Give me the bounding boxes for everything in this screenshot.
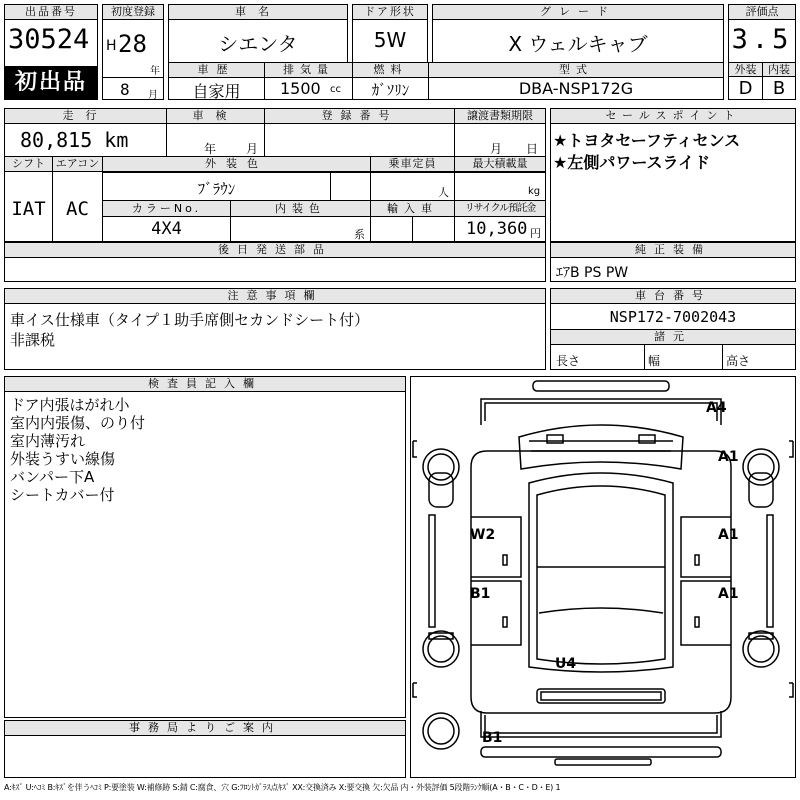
exterior-score: D xyxy=(738,78,753,99)
score: 3.5 xyxy=(731,24,793,55)
damage-code-left-front-door: W2 xyxy=(470,527,496,543)
history: 自家用 xyxy=(192,82,241,101)
inspector-line: 室内内張傷、のり付 xyxy=(10,414,146,432)
grade-label: グレード xyxy=(433,5,723,20)
color-no-label: カラーNo. xyxy=(103,201,230,216)
car-diagram xyxy=(411,377,795,777)
interior-label: 内装 xyxy=(763,63,795,77)
inspection-label: 車検 xyxy=(167,109,264,124)
office-label: 事務局よりご案内 xyxy=(5,721,405,736)
damage-code-rear-bumper: B1 xyxy=(482,730,503,746)
exterior-label: 外装 xyxy=(729,63,762,77)
chassis-number: NSP172-7002043 xyxy=(609,308,737,326)
ext-color: ﾌﾞﾗｳﾝ xyxy=(197,180,236,198)
height-label: 高さ xyxy=(726,354,751,368)
first-listing-badge: 初出品 xyxy=(5,66,97,99)
front-edge xyxy=(533,381,669,391)
year-unit: 年 xyxy=(150,66,160,77)
mileage: 80,815 km xyxy=(20,128,129,152)
import-label: 輸入車 xyxy=(371,201,454,216)
displacement-unit: cc xyxy=(330,84,341,95)
plate-label: 登録番号 xyxy=(265,109,454,124)
right-front-door xyxy=(681,517,731,577)
door-type: 5W xyxy=(373,28,407,52)
shift: IAT xyxy=(11,198,46,220)
month-unit: 月 xyxy=(148,90,158,101)
history-label: 車歴 xyxy=(169,63,264,78)
lot-label: 出品番号 xyxy=(5,5,97,20)
transfer-day-unit: 日 xyxy=(526,142,539,156)
sales-point: ★トヨタセーフティセンス xyxy=(553,131,741,150)
ac-label: エアコン xyxy=(53,157,102,172)
recycle-unit: 円 xyxy=(530,227,541,240)
equipment-label: 純正装備 xyxy=(551,243,795,258)
dims-label: 諸元 xyxy=(551,330,795,345)
first-reg-year: 28 xyxy=(118,30,147,58)
capacity-unit: 人 xyxy=(438,186,449,199)
recycle-label: リサイクル預託金 xyxy=(455,201,545,216)
recycle-amount: 10,360 xyxy=(466,219,528,239)
notes-label: 注意事項欄 xyxy=(5,289,545,304)
first-reg-label: 初度登録 xyxy=(103,5,163,20)
int-color-unit: 系 xyxy=(354,228,365,241)
equipment: ｴｱB PS PW xyxy=(556,265,629,281)
displacement-label: 排気量 xyxy=(265,63,352,78)
note-line: 車イス仕様車（タイプ１助手席側セカンドシート付） xyxy=(10,311,370,329)
chassis-label: 車台番号 xyxy=(551,289,795,304)
transfer-label: 譲渡書類期限 xyxy=(455,109,545,124)
first-reg-month: 8 xyxy=(120,80,130,99)
grade: X ウェルキャブ xyxy=(508,32,648,56)
damage-code-right-front-door: A1 xyxy=(718,527,739,543)
fuel-label: 燃料 xyxy=(353,63,428,78)
load-label: 最大積載量 xyxy=(455,157,545,172)
inspector-line: バンパー下A xyxy=(10,468,95,486)
score-label: 評価点 xyxy=(729,5,795,20)
body-outline xyxy=(471,451,731,713)
hood-outline xyxy=(519,425,683,469)
model: DBA-NSP172G xyxy=(518,79,634,98)
color-no: 4X4 xyxy=(151,219,182,239)
damage-code-front-bumper: A4 xyxy=(706,400,727,416)
int-color-label: 内装色 xyxy=(231,201,370,216)
displacement: 1500 xyxy=(280,79,321,98)
ac: AC xyxy=(66,198,89,220)
damage-code-roof-rear: U4 xyxy=(555,656,577,672)
sales-point: ★左側パワースライド xyxy=(553,153,711,172)
length-label: 長さ xyxy=(556,354,581,368)
era: H xyxy=(106,38,117,54)
width-label: 幅 xyxy=(648,354,661,368)
mileage-label: 走行 xyxy=(5,109,166,124)
car-name-label: 車名 xyxy=(169,5,347,20)
later-parts-label: 後日発送部品 xyxy=(5,243,545,258)
roof-outline xyxy=(529,473,673,672)
rear-edge xyxy=(481,747,721,757)
car-name: シエンタ xyxy=(218,32,298,56)
legend: A:ｷｽﾞ U:ﾍｺﾐ B:ｷｽﾞを伴うﾍｺﾐ P:要塗装 W:補修跡 S:錆 C:腐食、穴 G:ﾌﾛﾝﾄｶﾞﾗｽ点ｷｽﾞ XX:交換済み X:要交換 欠:欠品 内・外装評価 5段階ﾗﾝｸ順(A・B・C・D・E) 1 xyxy=(4,783,561,792)
inspector-line: 室内薄汚れ xyxy=(10,432,86,450)
fuel: ｶﾞｿﾘﾝ xyxy=(371,81,410,99)
inspector-line: ドア内張はがれ小 xyxy=(10,396,130,414)
inspection-month-unit: 月 xyxy=(246,142,259,156)
damage-code-left-rear-door: B1 xyxy=(470,586,491,602)
capacity-label: 乗車定員 xyxy=(371,157,454,172)
inspection-year-unit: 年 xyxy=(204,142,217,156)
shift-label: シフト xyxy=(5,157,52,172)
lot-number: 30524 xyxy=(8,24,90,55)
damage-code-right-rear-door: A1 xyxy=(718,586,739,602)
inspector-label: 検査員記入欄 xyxy=(5,377,405,392)
load-unit: kg xyxy=(528,186,541,197)
door-label: ドア形状 xyxy=(353,5,427,20)
wheel-icon xyxy=(423,713,459,749)
left-front-door xyxy=(471,517,521,577)
ext-color-label: 外装色 xyxy=(103,157,370,172)
inspector-line: 外装うすい線傷 xyxy=(10,450,116,468)
sales-label: セールスポイント xyxy=(551,109,795,124)
model-label: 型式 xyxy=(429,63,723,78)
damage-code-front-right: A1 xyxy=(718,449,739,465)
interior-score: B xyxy=(772,78,786,99)
note-line: 非課税 xyxy=(10,331,56,349)
inspector-line: シートカバー付 xyxy=(10,486,115,504)
transfer-month-unit: 月 xyxy=(490,142,503,156)
